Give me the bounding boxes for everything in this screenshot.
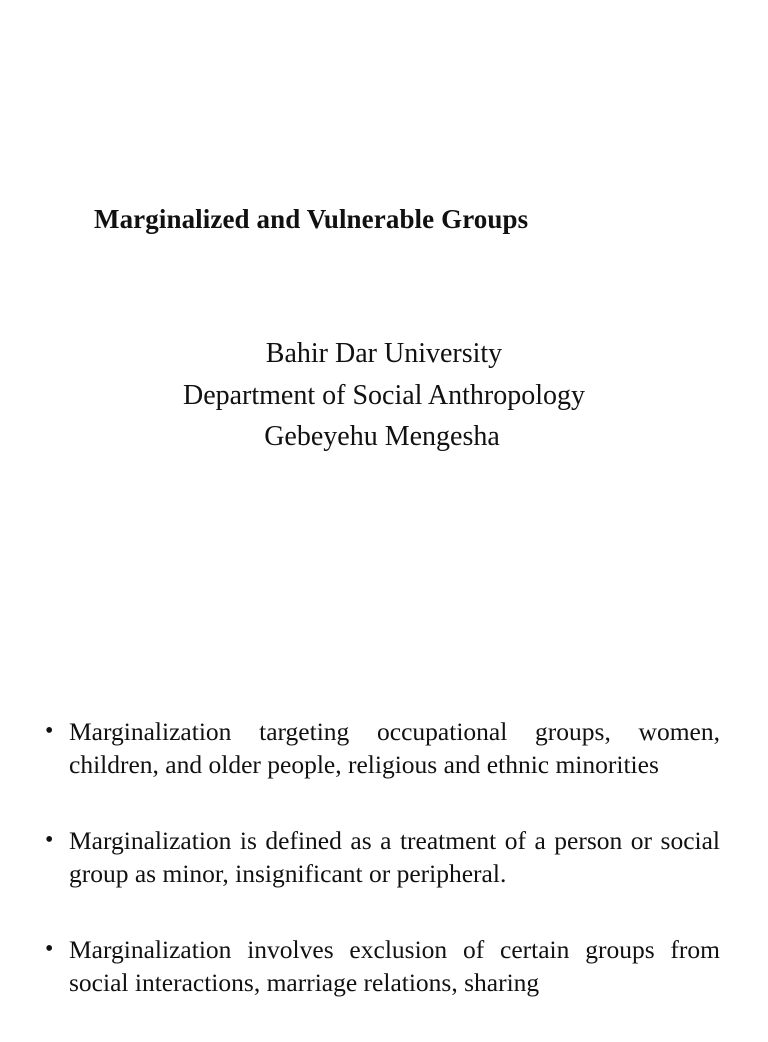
bullet-text: Marginalization involves exclusion of certain groups from social interactions, marriage relations, sharing xyxy=(69,935,720,997)
bullet-icon: • xyxy=(45,718,54,744)
bullet-text: Marginalization is defined as a treatment of a person or social group as minor, insignificant or peripheral. xyxy=(69,826,720,888)
author-info-block xyxy=(0,333,768,458)
page-title: Marginalized and Vulnerable Groups xyxy=(94,204,529,234)
bullet-icon: • xyxy=(45,827,54,853)
institution-name: Bahir Dar University xyxy=(265,338,503,369)
list-item xyxy=(45,933,720,999)
list-item xyxy=(45,715,720,781)
bullet-list xyxy=(45,715,720,1042)
author-name: Gebeyehu Mengesha xyxy=(264,421,500,452)
department-name: Department of Social Anthropology xyxy=(182,379,586,411)
list-item xyxy=(45,824,720,890)
bullet-text: Marginalization targeting occupational groups, women, children, and older people, religious and ethnic minorities xyxy=(69,717,720,779)
bullet-icon: • xyxy=(45,936,54,962)
